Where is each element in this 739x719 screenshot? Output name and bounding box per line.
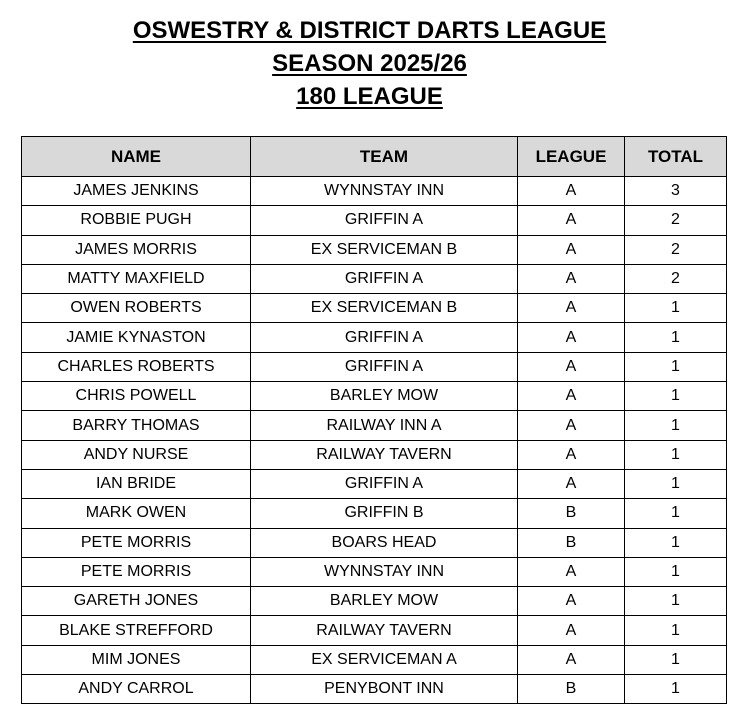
cell-league: A xyxy=(518,352,625,381)
title-season: SEASON 2025/26 xyxy=(272,50,467,77)
cell-league: A xyxy=(518,264,625,293)
cell-name: ROBBIE PUGH xyxy=(22,206,251,235)
cell-total: 3 xyxy=(625,177,727,206)
cell-league: A xyxy=(518,411,625,440)
cell-team: GRIFFIN A xyxy=(251,323,518,352)
cell-league: A xyxy=(518,440,625,469)
cell-league: A xyxy=(518,206,625,235)
cell-total: 1 xyxy=(625,411,727,440)
cell-league: A xyxy=(518,616,625,645)
table-row xyxy=(22,264,727,293)
table-header xyxy=(22,137,727,177)
cell-name: MATTY MAXFIELD xyxy=(22,264,251,293)
cell-team: EX SERVICEMAN B xyxy=(251,235,518,264)
cell-league: A xyxy=(518,177,625,206)
table-row xyxy=(22,557,727,586)
table-row xyxy=(22,616,727,645)
cell-team: EX SERVICEMAN A xyxy=(251,645,518,674)
cell-team: RAILWAY TAVERN xyxy=(251,616,518,645)
cell-name: JAMES JENKINS xyxy=(22,177,251,206)
cell-team: GRIFFIN A xyxy=(251,264,518,293)
cell-team: GRIFFIN A xyxy=(251,206,518,235)
standings-table xyxy=(21,136,727,704)
cell-name: JAMIE KYNASTON xyxy=(22,323,251,352)
cell-total: 1 xyxy=(625,616,727,645)
cell-total: 1 xyxy=(625,323,727,352)
table-row xyxy=(22,528,727,557)
table-row xyxy=(22,440,727,469)
table-row xyxy=(22,206,727,235)
cell-name: BLAKE STREFFORD xyxy=(22,616,251,645)
cell-league: A xyxy=(518,323,625,352)
cell-name: CHARLES ROBERTS xyxy=(22,352,251,381)
cell-team: PENYBONT INN xyxy=(251,675,518,704)
table-row xyxy=(22,645,727,674)
column-header-league: LEAGUE xyxy=(518,137,625,177)
cell-total: 1 xyxy=(625,499,727,528)
cell-total: 2 xyxy=(625,235,727,264)
cell-total: 1 xyxy=(625,675,727,704)
cell-team: WYNNSTAY INN xyxy=(251,557,518,586)
table-row xyxy=(22,235,727,264)
title-competition: 180 LEAGUE xyxy=(296,83,443,110)
table-row xyxy=(22,469,727,498)
cell-name: IAN BRIDE xyxy=(22,469,251,498)
cell-name: MARK OWEN xyxy=(22,499,251,528)
cell-total: 1 xyxy=(625,352,727,381)
cell-name: PETE MORRIS xyxy=(22,528,251,557)
cell-team: WYNNSTAY INN xyxy=(251,177,518,206)
table-row xyxy=(22,411,727,440)
cell-league: A xyxy=(518,235,625,264)
cell-league: A xyxy=(518,382,625,411)
table-row xyxy=(22,323,727,352)
cell-team: EX SERVICEMAN B xyxy=(251,294,518,323)
column-header-name: NAME xyxy=(22,137,251,177)
cell-name: MIM JONES xyxy=(22,645,251,674)
cell-league: B xyxy=(518,499,625,528)
cell-league: A xyxy=(518,557,625,586)
cell-name: JAMES MORRIS xyxy=(22,235,251,264)
document-title xyxy=(0,14,739,113)
cell-total: 1 xyxy=(625,440,727,469)
table-row xyxy=(22,499,727,528)
cell-name: BARRY THOMAS xyxy=(22,411,251,440)
cell-total: 1 xyxy=(625,587,727,616)
cell-league: A xyxy=(518,587,625,616)
cell-team: GRIFFIN A xyxy=(251,352,518,381)
cell-total: 1 xyxy=(625,294,727,323)
table-row xyxy=(22,294,727,323)
table-row xyxy=(22,352,727,381)
header-row xyxy=(22,137,727,177)
cell-name: GARETH JONES xyxy=(22,587,251,616)
column-header-total: TOTAL xyxy=(625,137,727,177)
cell-league: B xyxy=(518,675,625,704)
cell-team: BOARS HEAD xyxy=(251,528,518,557)
cell-name: ANDY NURSE xyxy=(22,440,251,469)
cell-name: PETE MORRIS xyxy=(22,557,251,586)
cell-total: 2 xyxy=(625,264,727,293)
cell-total: 1 xyxy=(625,645,727,674)
cell-total: 1 xyxy=(625,528,727,557)
cell-team: GRIFFIN B xyxy=(251,499,518,528)
cell-league: B xyxy=(518,528,625,557)
cell-league: A xyxy=(518,469,625,498)
cell-name: CHRIS POWELL xyxy=(22,382,251,411)
table-row xyxy=(22,675,727,704)
cell-team: GRIFFIN A xyxy=(251,469,518,498)
column-header-team: TEAM xyxy=(251,137,518,177)
table-row xyxy=(22,587,727,616)
table-row xyxy=(22,382,727,411)
cell-total: 1 xyxy=(625,469,727,498)
cell-team: BARLEY MOW xyxy=(251,382,518,411)
cell-name: ANDY CARROL xyxy=(22,675,251,704)
cell-team: RAILWAY TAVERN xyxy=(251,440,518,469)
cell-total: 1 xyxy=(625,557,727,586)
title-league-name: OSWESTRY & DISTRICT DARTS LEAGUE xyxy=(132,17,607,44)
cell-team: RAILWAY INN A xyxy=(251,411,518,440)
cell-name: OWEN ROBERTS xyxy=(22,294,251,323)
table-body xyxy=(22,177,727,704)
table-row xyxy=(22,177,727,206)
cell-league: A xyxy=(518,294,625,323)
cell-total: 1 xyxy=(625,382,727,411)
cell-league: A xyxy=(518,645,625,674)
cell-total: 2 xyxy=(625,206,727,235)
cell-team: BARLEY MOW xyxy=(251,587,518,616)
standings-table-container xyxy=(21,136,726,704)
